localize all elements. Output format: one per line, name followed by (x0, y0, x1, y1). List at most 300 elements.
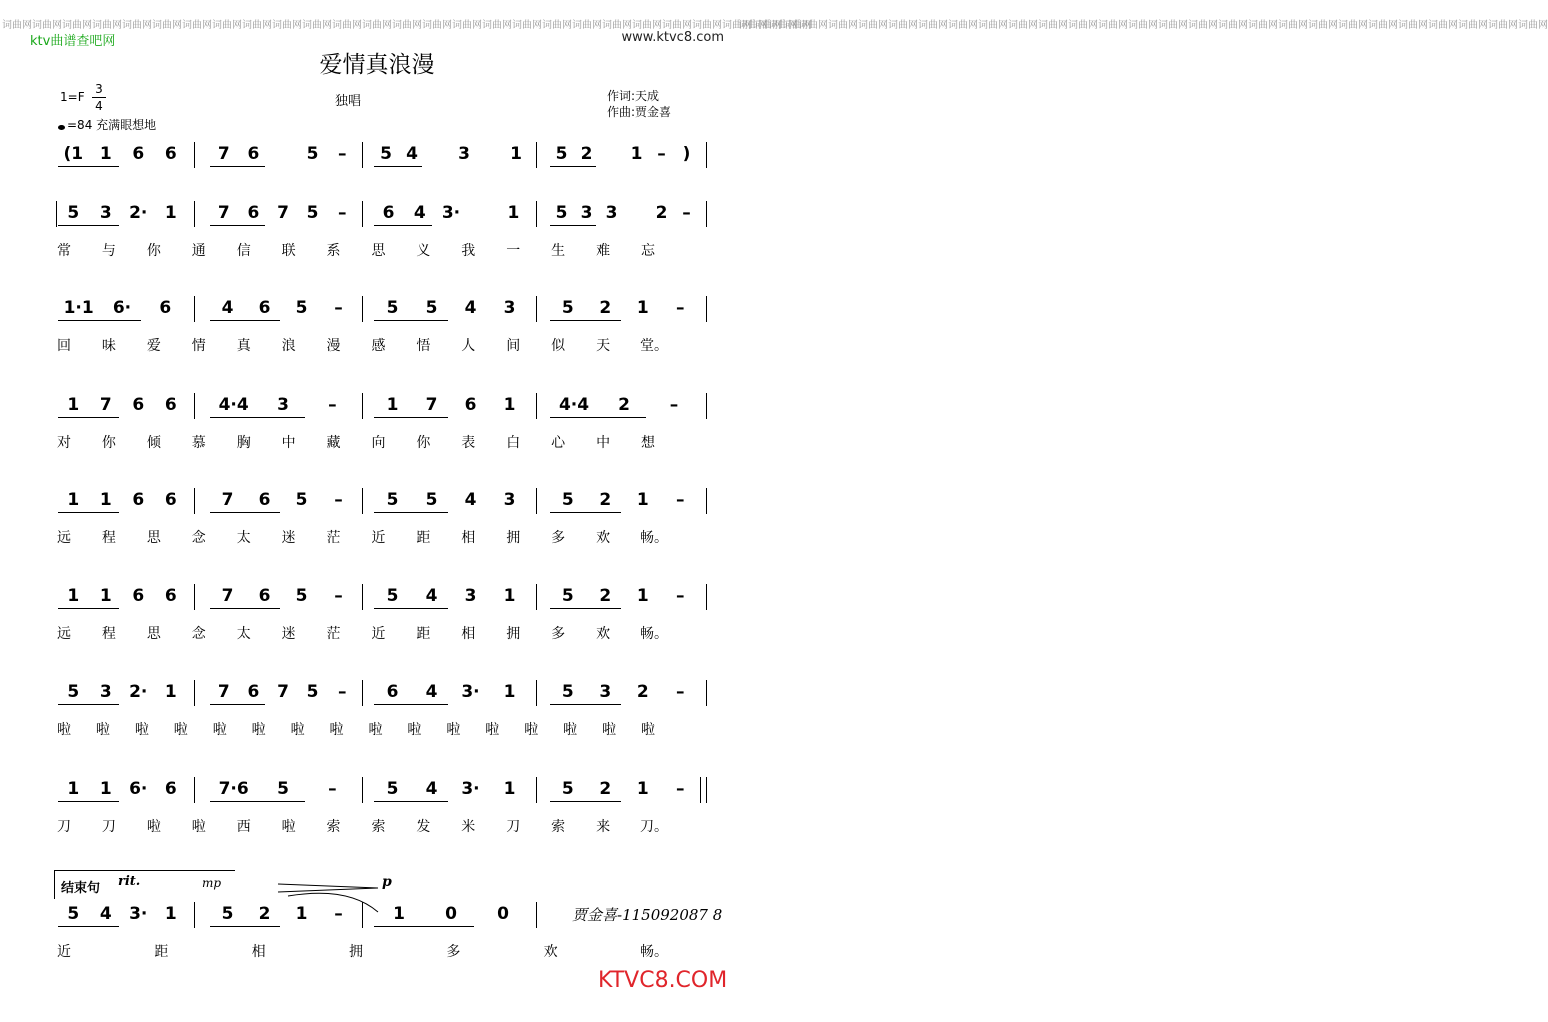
lyric-syllable: 刀 (506, 819, 521, 835)
lyric-syllable: 忘 (641, 243, 655, 259)
beam-underline (550, 704, 621, 705)
lyric-syllable: 你 (416, 435, 431, 451)
lyric-syllable: 我 (461, 243, 476, 259)
note: – (676, 779, 685, 799)
mezzo-piano-marking: mp (202, 876, 222, 890)
note: 6 (159, 298, 172, 318)
lyric-syllable: 常 (57, 243, 71, 259)
lyric-syllable: 难 (596, 243, 611, 259)
lyric-syllable: 啦 (57, 722, 71, 738)
beam-underline (374, 926, 474, 927)
note: 1 (636, 298, 649, 318)
lyric-syllable: 回 (57, 338, 71, 354)
note: 6 (164, 586, 177, 606)
note: 5 (555, 144, 568, 164)
beam-underline (550, 320, 621, 321)
note: 1 (164, 682, 177, 702)
bar-line (706, 584, 707, 610)
bar-line (194, 680, 195, 706)
note: 4·4 (558, 395, 590, 415)
note: 5 (380, 144, 392, 164)
note: 6 (164, 144, 177, 164)
note: 6 (132, 586, 145, 606)
note: 3 (503, 298, 516, 318)
beam-underline (210, 225, 265, 226)
note: 1 (67, 395, 80, 415)
bar-line (194, 296, 195, 322)
note: 6 (258, 490, 271, 510)
lyric-syllable: 胸 (236, 435, 251, 451)
note: 4 (425, 779, 438, 799)
decrescendo-hairpin-icon (278, 876, 388, 916)
bar-line (362, 296, 363, 322)
note: 4 (425, 682, 438, 702)
lyric-syllable: 啦 (251, 722, 266, 738)
beam-underline (374, 225, 432, 226)
note: 7 (221, 490, 234, 510)
note: 2· (129, 682, 148, 702)
note: 3 (277, 395, 289, 415)
bar-line (362, 393, 363, 419)
lyric-syllable: 味 (101, 338, 116, 354)
note: 5 (306, 203, 319, 223)
lyricist: 作词:天成 (607, 89, 660, 103)
beam-underline (374, 801, 448, 802)
lyric-syllable: 多 (551, 626, 566, 642)
note: 1 (393, 904, 405, 924)
lyric-syllable: 真 (236, 338, 251, 354)
beam-underline (58, 704, 119, 705)
lyric-syllable: 念 (191, 530, 206, 546)
beam-underline (210, 166, 265, 167)
note: 1 (67, 490, 80, 510)
beam-underline (374, 320, 448, 321)
bar-line (362, 584, 363, 610)
lyric-syllable: 对 (57, 435, 71, 451)
lyric-syllable: 啦 (368, 722, 383, 738)
lyric-syllable: 悟 (416, 338, 431, 354)
lyric-syllable: 啦 (602, 722, 617, 738)
note: 1 (386, 395, 399, 415)
lyric-syllable: 中 (596, 435, 611, 451)
note: 3· (461, 779, 480, 799)
note: 5 (561, 298, 574, 318)
lyric-syllable: 情 (191, 338, 206, 354)
note: 1 (503, 586, 516, 606)
lyric-syllable: 想 (641, 435, 655, 451)
lyric-syllable: 你 (146, 243, 161, 259)
lyric-syllable: 系 (326, 243, 341, 259)
lyric-syllable: 程 (101, 626, 116, 642)
lyric-syllable: 程 (101, 530, 116, 546)
lyric-syllable: 西 (236, 819, 251, 835)
note: 7·6 (218, 779, 249, 799)
bar-line (706, 680, 707, 706)
note: 7 (425, 395, 438, 415)
lyric-syllable: 啦 (407, 722, 422, 738)
beam-underline (550, 801, 621, 802)
lyric-syllable: 啦 (95, 722, 110, 738)
lyric-syllable: 索 (326, 819, 341, 835)
lyric-syllable: 义 (416, 243, 431, 259)
beam-underline (210, 704, 265, 705)
beam-underline (210, 512, 280, 513)
lyric-syllable: 距 (154, 944, 169, 960)
lyric-syllable: 爱 (146, 338, 161, 354)
note: – (328, 779, 337, 799)
note: 5 (561, 779, 574, 799)
beam-underline (210, 801, 305, 802)
bar-line (362, 142, 363, 168)
note: 2 (580, 144, 593, 164)
tempo-marking: =84 充满眼想地 (58, 116, 156, 133)
note: 3 (99, 682, 112, 702)
beam-underline (550, 608, 621, 609)
lyric-syllable: 近 (57, 944, 71, 960)
beam-underline (210, 608, 280, 609)
note: 1·1 (63, 298, 94, 318)
note: 1 (164, 904, 177, 924)
bar-line (536, 393, 537, 419)
lyric-syllable: 迷 (281, 626, 296, 642)
beam-underline (374, 608, 448, 609)
bar-line (362, 680, 363, 706)
note: 7 (277, 682, 289, 702)
note: 3 (605, 203, 618, 223)
note: 3 (599, 682, 612, 702)
bar-line (536, 902, 537, 928)
lyric-syllable: 啦 (290, 722, 305, 738)
note: – (676, 490, 685, 510)
note: 3· (461, 682, 480, 702)
note: 1 (99, 144, 112, 164)
note: 2 (618, 395, 630, 415)
note: 1 (503, 395, 516, 415)
lyric-syllable: 距 (416, 530, 431, 546)
note: 3 (458, 144, 470, 164)
lyric-syllable: 啦 (641, 722, 655, 738)
lyric-syllable: 天 (596, 338, 611, 354)
note: 4 (221, 298, 234, 318)
lyric-syllable: 倾 (146, 435, 161, 451)
note: – (337, 682, 347, 702)
note: 3· (441, 203, 461, 223)
note: 2 (599, 586, 612, 606)
note: 4 (406, 144, 418, 164)
beam-underline (374, 704, 448, 705)
note: 6 (164, 779, 177, 799)
lyric-syllable: 啦 (173, 722, 188, 738)
site-watermark-left: ktv曲谱查吧网 (30, 34, 116, 49)
lyric-syllable: 畅。 (640, 626, 668, 642)
lyric-syllable: 多 (446, 944, 461, 960)
note: 4 (464, 490, 477, 510)
note: 7 (99, 395, 112, 415)
note: 6 (164, 490, 177, 510)
note: 7 (217, 144, 230, 164)
lyric-syllable: 感 (371, 338, 386, 354)
note: 6 (132, 144, 145, 164)
lyric-syllable: 啦 (485, 722, 500, 738)
beam-underline (550, 417, 646, 418)
site-logo: KTVC8.COM (598, 968, 728, 993)
note: – (334, 490, 343, 510)
beam-underline (58, 512, 119, 513)
note: – (328, 395, 337, 415)
note: 6 (132, 395, 145, 415)
note: 0 (497, 904, 509, 924)
note: 6 (386, 682, 399, 702)
lyric-syllable: 太 (236, 626, 251, 642)
lyric-syllable: 拥 (506, 626, 521, 642)
bar-line (194, 201, 195, 227)
note: 5 (386, 779, 399, 799)
beam-underline (550, 225, 596, 226)
lyric-syllable: 一 (506, 243, 521, 259)
note: – (676, 586, 685, 606)
lyric-syllable: 通 (191, 243, 206, 259)
bar-line (706, 201, 707, 227)
note: 7 (217, 203, 230, 223)
lyric-syllable: 与 (101, 243, 116, 259)
note: 5 (295, 490, 308, 510)
note: 5 (306, 682, 319, 702)
lyric-syllable: 心 (551, 435, 566, 451)
piano-marking: p (382, 874, 392, 890)
song-title: 爱情真浪漫 (319, 52, 435, 78)
lyric-syllable: 间 (506, 338, 521, 354)
meter-divider (92, 97, 106, 98)
note: – (657, 144, 666, 164)
note: 2 (636, 682, 649, 702)
note: 5 (561, 490, 574, 510)
performance-type: 独唱 (335, 94, 362, 109)
beam-underline (58, 608, 119, 609)
lyric-syllable: 太 (236, 530, 251, 546)
note: 1 (67, 779, 80, 799)
composer: 作曲:贾金喜 (607, 105, 672, 119)
note: 5 (277, 779, 289, 799)
bar-line (706, 296, 707, 322)
note: – (676, 298, 685, 318)
site-watermark-right: www.ktvc8.com (621, 30, 724, 45)
lyric-syllable: 近 (371, 626, 386, 642)
credits (607, 88, 671, 120)
lyric-syllable: 信 (236, 243, 251, 259)
note: 1 (99, 779, 112, 799)
note: 1 (503, 779, 516, 799)
lyric-syllable: 啦 (446, 722, 461, 738)
lyric-syllable: 来 (596, 819, 611, 835)
lyric-syllable: 联 (281, 243, 296, 259)
note: 1 (295, 904, 308, 924)
bar-line (194, 902, 195, 928)
note: 6 (132, 490, 145, 510)
note: 5 (555, 203, 568, 223)
lyric-syllable: 相 (461, 626, 476, 642)
bar-line (362, 201, 363, 227)
lyric-syllable: 欢 (543, 944, 558, 960)
note: 0 (445, 904, 457, 924)
note: 1 (510, 144, 522, 164)
bar-line (194, 777, 195, 803)
lyric-syllable: 距 (416, 626, 431, 642)
note: 7 (277, 203, 289, 223)
note: 6 (258, 298, 271, 318)
lyric-syllable: 远 (57, 626, 71, 642)
bar-line (706, 142, 707, 168)
lyric-syllable: 茫 (326, 530, 341, 546)
lyric-syllable: 拥 (506, 530, 521, 546)
left-watermark-column: 词曲网词曲网词曲网词曲网词曲网词曲网词曲网词曲网词曲网词曲网词曲网词曲网词曲网词曲网词曲网词曲网词曲网词曲网词曲网词曲网词曲网词曲网词曲网词曲网词曲网词曲网词曲网 (2, 20, 812, 31)
lyric-syllable: 刀 (101, 819, 116, 835)
bar-line (536, 680, 537, 706)
composer-signature: 贾金喜-115092087 8 (572, 906, 723, 924)
lyric-syllable: 发 (416, 819, 431, 835)
note: 6 (382, 203, 395, 223)
note: – (669, 395, 679, 415)
lyric-syllable: 茫 (326, 626, 341, 642)
lyric-syllable: 迷 (281, 530, 296, 546)
lyric-syllable: 白 (506, 435, 521, 451)
lyric-syllable: 拥 (349, 944, 363, 960)
lyric-syllable: 啦 (563, 722, 578, 738)
lyric-syllable: 啦 (146, 819, 161, 835)
beam-underline (374, 417, 448, 418)
note: 4 (99, 904, 112, 924)
beam-underline (374, 512, 448, 513)
note: 5 (295, 298, 308, 318)
bar-line (194, 584, 195, 610)
lyric-syllable: 中 (281, 435, 296, 451)
note: 5 (386, 586, 399, 606)
time-signature (92, 82, 106, 113)
note: 5 (221, 904, 234, 924)
lyric-syllable: 啦 (329, 722, 344, 738)
note: 1 (503, 682, 516, 702)
note: 4 (464, 298, 477, 318)
note: 3 (464, 586, 477, 606)
beam-underline (58, 926, 119, 927)
note: 6 (464, 395, 477, 415)
beam-underline (210, 926, 280, 927)
lyric-syllable: 畅。 (640, 530, 668, 546)
lyric-syllable: 远 (57, 530, 71, 546)
bar-line (706, 393, 707, 419)
note: – (676, 682, 685, 702)
lyric-syllable: 你 (101, 435, 116, 451)
lyric-syllable: 啦 (191, 819, 206, 835)
note: 1 (67, 586, 80, 606)
note: 5 (295, 586, 308, 606)
lyric-syllable: 生 (551, 243, 566, 259)
lyric-syllable: 畅。 (640, 944, 668, 960)
note: 6· (112, 298, 132, 318)
lyric-syllable: 相 (461, 530, 476, 546)
beam-underline (58, 320, 141, 321)
note: 1 (99, 490, 112, 510)
note: – (337, 203, 347, 223)
lyric-syllable: 藏 (326, 435, 341, 451)
note: 3 (503, 490, 516, 510)
note: 1 (99, 586, 112, 606)
note: 2· (129, 203, 148, 223)
lyric-syllable: 欢 (596, 626, 611, 642)
note: 6 (258, 586, 271, 606)
lyric-syllable: 索 (371, 819, 386, 835)
lyric-syllable: 思 (146, 530, 161, 546)
note: 3 (99, 203, 112, 223)
note: 5 (386, 298, 399, 318)
bar-line (194, 488, 195, 514)
beam-underline (58, 417, 119, 418)
bar-line (362, 777, 363, 803)
note: – (334, 904, 343, 924)
lyric-syllable: 多 (551, 530, 566, 546)
beam-underline (550, 512, 621, 513)
beam-underline (58, 801, 119, 802)
lyric-syllable: 啦 (134, 722, 149, 738)
lyric-syllable: 米 (461, 819, 476, 835)
bar-line (536, 488, 537, 514)
note: 1 (636, 490, 649, 510)
key-signature: 1=F (60, 90, 85, 104)
note: 1 (507, 203, 520, 223)
note: 5 (67, 682, 80, 702)
lyric-syllable: 相 (251, 944, 266, 960)
note: 2 (599, 779, 612, 799)
lyric-syllable: 啦 (281, 819, 296, 835)
lyric-syllable: 思 (371, 243, 386, 259)
lyric-syllable: 堂。 (640, 338, 668, 354)
repeat-start-line (56, 201, 57, 227)
lyric-syllable: 近 (371, 530, 386, 546)
note: 1 (630, 144, 643, 164)
ritardando-marking: rit. (118, 874, 141, 889)
beam-underline (58, 166, 119, 167)
note: 4 (413, 203, 426, 223)
bar-line (536, 584, 537, 610)
meter-top: 3 (95, 82, 103, 96)
beam-underline (210, 417, 305, 418)
bar-line (706, 777, 707, 803)
note: 7 (217, 682, 230, 702)
note: 6 (247, 203, 260, 223)
note: – (334, 586, 343, 606)
lyric-syllable: 似 (551, 338, 566, 354)
note: 6 (247, 682, 260, 702)
beam-underline (210, 320, 280, 321)
note: 1 (636, 586, 649, 606)
beam-underline (374, 166, 422, 167)
note: 5 (425, 298, 438, 318)
bar-line (536, 296, 537, 322)
note: 2 (599, 298, 612, 318)
note: 5 (67, 203, 80, 223)
note: (1 (63, 144, 84, 164)
note: 6 (247, 144, 260, 164)
note: 2 (599, 490, 612, 510)
beam-underline (550, 166, 596, 167)
lyric-syllable: 啦 (524, 722, 539, 738)
note: – (337, 144, 347, 164)
repeat-end-line (700, 777, 701, 803)
lyric-syllable: 向 (371, 435, 386, 451)
lyric-syllable: 浪 (281, 338, 296, 354)
note: 5 (67, 904, 80, 924)
note: 5 (425, 490, 438, 510)
note: 2 (655, 203, 668, 223)
